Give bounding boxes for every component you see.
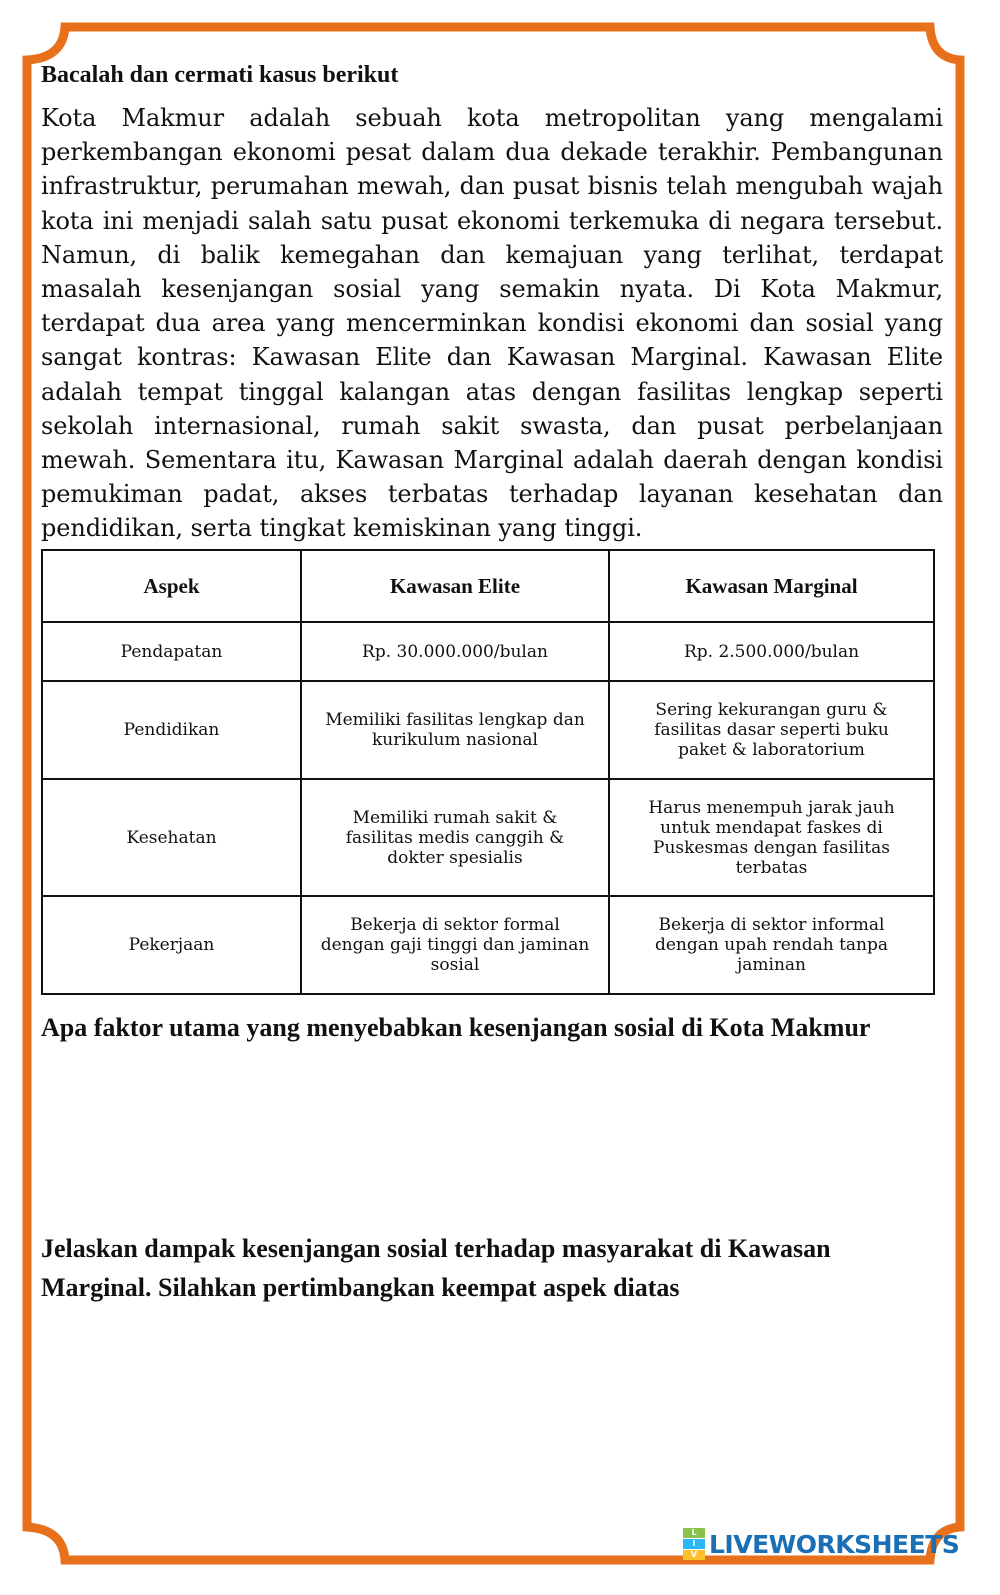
cell-marginal: Sering kekurangan guru & fasilitas dasar seperti buku paket & laboratorium xyxy=(609,681,934,779)
table-row-pendidikan xyxy=(42,681,934,779)
cell-marginal: Rp. 2.500.000/bulan xyxy=(609,622,934,681)
instruction-heading: Bacalah dan cermati kasus berikut xyxy=(41,62,399,88)
cell-marginal: Bekerja di sektor informal dengan upah rendah tanpa jaminan xyxy=(609,896,934,994)
header-kawasan-elite: Kawasan Elite xyxy=(301,550,609,622)
cell-elite: Memiliki fasilitas lengkap dan kurikulum nasional xyxy=(301,681,609,779)
table-row-pekerjaan xyxy=(42,896,934,994)
cell-elite: Rp. 30.000.000/bulan xyxy=(301,622,609,681)
cell-aspect: Pendapatan xyxy=(42,622,301,681)
question-1: Apa faktor utama yang menyebabkan kesenjangan sosial di Kota Makmur xyxy=(41,1013,871,1042)
table-row-kesehatan xyxy=(42,779,934,896)
cell-aspect: Kesehatan xyxy=(42,779,301,896)
cell-aspect: Pendidikan xyxy=(42,681,301,779)
liveworksheets-logo-icon: L I V xyxy=(683,1528,705,1560)
cell-marginal: Harus menempuh jarak jauh untuk mendapat faskes di Puskesmas dengan fasilitas terbatas xyxy=(609,779,934,896)
watermark-text: LIVEWORKSHEETS xyxy=(709,1529,960,1559)
case-story-paragraph: Kota Makmur adalah sebuah kota metropolitan yang mengalami perkembangan ekonomi pesat dalam dua dekade terakhir. Pembangunan infrastruktur, perumahan mewah, dan pusat bisnis telah mengubah wajah kota ini menjadi salah satu pusat ekonomi terkemuka di negara tersebut. Namun, di balik kemegahan dan kemajuan yang terlihat, terdapat masalah kesenjangan sosial yang semakin nyata. Di Kota Makmur, terdapat dua area yang mencerminkan kondisi ekonomi dan sosial yang sangat kontras: Kawasan Elite dan Kawasan Marginal. Kawasan Elite adalah tempat tinggal kalangan atas dengan fasilitas lengkap seperti sekolah internasional, rumah sakit swasta, dan pusat perbelanjaan mewah. Sementara itu, Kawasan Marginal adalah daerah dengan kondisi pemukiman padat, akses terbatas terhadap layanan kesehatan dan pendidikan, serta tingkat kemiskinan yang tinggi. xyxy=(41,104,943,543)
header-kawasan-marginal: Kawasan Marginal xyxy=(609,550,934,622)
table-row-pendapatan xyxy=(42,622,934,681)
cell-aspect: Pekerjaan xyxy=(42,896,301,994)
header-aspek: Aspek xyxy=(42,550,301,622)
liveworksheets-watermark xyxy=(683,1528,959,1560)
table-header-row xyxy=(42,550,934,622)
cell-elite: Bekerja di sektor formal dengan gaji tinggi dan jaminan sosial xyxy=(301,896,609,994)
question-2: Jelaskan dampak kesenjangan sosial terhadap masyarakat di Kawasan Marginal. Silahkan pertimbangkan keempat aspek diatas xyxy=(41,1234,831,1302)
cell-elite: Memiliki rumah sakit & fasilitas medis canggih & dokter spesialis xyxy=(301,779,609,896)
comparison-table xyxy=(41,549,935,995)
